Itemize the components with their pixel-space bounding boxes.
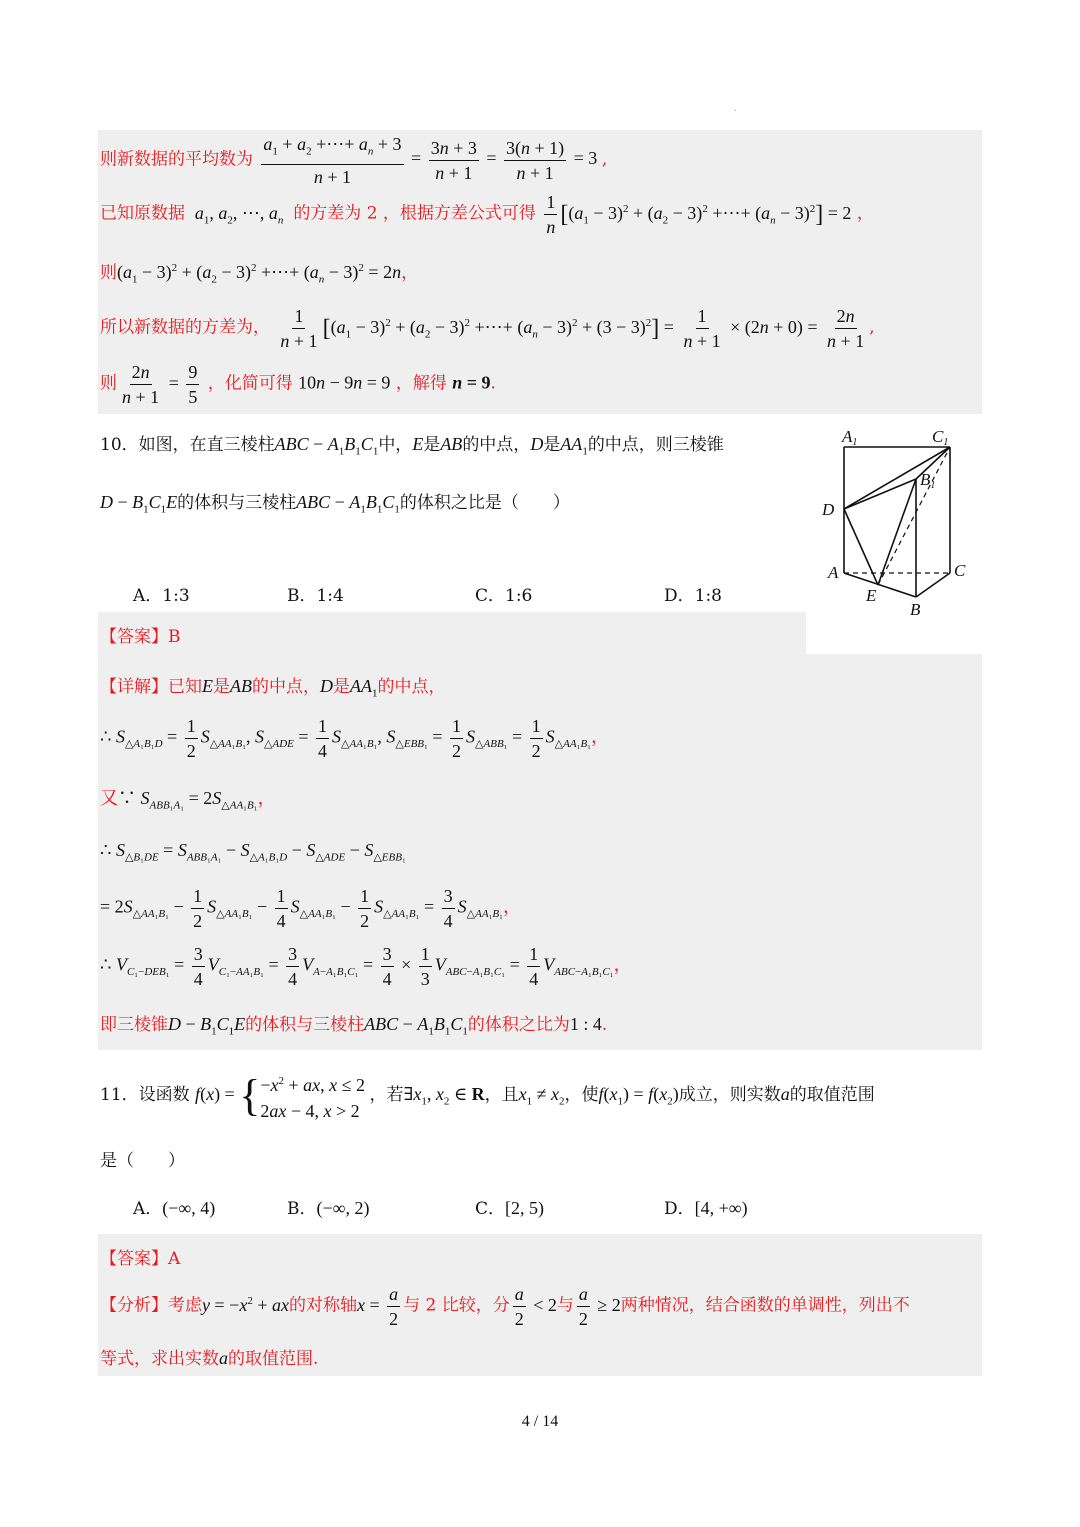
label-C1: C1	[932, 427, 949, 448]
q10-detail-line1: 【详解】已知E是AB的中点，D是$AA_1$的中点，	[100, 676, 446, 700]
label-B: B	[910, 600, 921, 619]
q11-option-a[interactable]: A．(−∞, 4)	[133, 1198, 216, 1219]
q11-option-d[interactable]: D．[4, +∞)	[664, 1198, 748, 1219]
label-A: A	[828, 563, 839, 582]
q11-analysis-line1: 【分析】考虑$y = -x^2$ + ax的对称轴x = $\frac{a}{2}$ 与 2 比较，分 $\frac{a}{2}$ < 2与 $\frac{a}{2}$ ≥ 2两种情况，结合函数的单调性，列出不	[100, 1284, 910, 1329]
solve-line: 则 $\frac{2n}{n + 1}$ = $\frac{9}{5}$ ，化简可得 10n − 9n = 9 ，解得 n = 9.	[100, 362, 496, 407]
q10-option-c[interactable]: C．1:6	[475, 586, 533, 606]
q10-option-a[interactable]: A．1:3	[133, 586, 190, 606]
q11-option-c[interactable]: C．[2, 5)	[475, 1198, 545, 1219]
q11-analysis-line2: 等式，求出实数a的取值范围.	[100, 1348, 319, 1369]
newvar-prefix: 所以新数据的方差为，	[100, 317, 270, 338]
q10-detail-eq3: ∴ $S_{\triangle B_1DE} = S_{ABB_1A_1} - S_{\triangle A_1B_1D} - S_{\triangle ADE} - S_{\triangle EBB_1}$	[100, 840, 406, 864]
var-mid: 的方差为 2 ，根据方差公式可得	[293, 203, 536, 224]
page-number: 4 / 14	[521, 1413, 559, 1430]
q10-detail-eq5: ∴ $V_{C_1-DEB_1}$ = $\frac{3}{4}$ $V_{C_1-AA_1B_1}$ = $\frac{3}{4}$ $V_{A-A_1B_1C_1}$ = $\frac{3}{4}$ × $\frac{1}{3}$ $V_{ABC-A_1B_1C_1}$ = $\frac{1}{4}$ $V_{ABC-A_1B_1C_1}$，	[100, 944, 632, 989]
q11-answer: 【答案】A	[100, 1249, 181, 1269]
q10-detail-eq4: = $2S_{\triangle AA_1B_1}$ − $\frac{1}{2}$ $S_{\triangle AA_1B_1}$ − $\frac{1}{4}$ $S_{\triangle AA_1B_1}$ − $\frac{1}{2}$ $S_{\triangle AA_1B_1}$ = $\frac{3}{4}$ $S_{\triangle AA_1B_1}$，	[100, 886, 521, 931]
label-B1: B1	[920, 470, 936, 491]
q11-option-b[interactable]: B．(−∞, 2)	[287, 1198, 370, 1219]
newvar-line: 所以新数据的方差为， $\frac{1}{n + 1}$ [$(a_1 - 3)^2 + (a_2 - 3)^2$ +⋯+ $(a_n - 3)^2 + (3 - 3)^2$] = $\frac{1}{n + 1}$ × (2n + 0) = $\frac{2n}{n + 1}$ ,	[100, 306, 875, 351]
q10-option-d[interactable]: D．1:8	[664, 586, 722, 606]
q10-option-b[interactable]: B．1:4	[287, 586, 344, 606]
q10-stem-line2: $D - B_1C_1E$的体积与三棱柱ABC − $A_1B_1C_1$的体积之比是（ ）	[100, 492, 570, 516]
q11-stem-line1: 11．设函数 f(x) = { $-x^2$ + ax, x ≤ 2 2ax − 4, x > 2 ，若$\exists x_1$, $x_2$ ∈ R，且$x_1 \ne x_2$，使$f(x_1) = f(x_2)$成立，则实数a的取值范围	[100, 1071, 875, 1121]
q10-answer-band	[98, 612, 806, 654]
q10-number: 10．	[100, 435, 139, 455]
label-E: E	[866, 586, 877, 605]
then2-label: 则	[100, 373, 117, 394]
q11-stem-line2: 是（ ）	[100, 1151, 185, 1171]
avg-line: 则新数据的平均数为 $\frac{a_1 + a_2 +\cdots+ a_n + 3}{n + 1}$ = $\frac{3n + 3}{n + 1}$ = $\frac{3(n + 1)}{n + 1}$ = 3 ,	[100, 134, 608, 187]
label-D: D	[822, 500, 835, 519]
then-line: 则$(a_1 - 3)^2 + (a_2 - 3)^2$ +⋯+ $(a_n - 3)^2 = 2n$，	[100, 262, 419, 286]
var-line: 已知原数据 $a_1$, $a_2$, ⋯, $a_n$ 的方差为 2 ，根据方差公式可得 $\frac{1}{n}$ [$(a_1 - 3)^2 + (a_2 - 3)^2$ +⋯+ $(a_n - 3)^2] = 2$ ，	[100, 192, 874, 237]
label-A1: A1	[842, 427, 858, 448]
q10-detail-eq1: ∴ $S_{\triangle A_1B_1D}$ = $\frac{1}{2}$ $S_{\triangle AA_1B_1}$, $S_{\triangle ADE}$ = $\frac{1}{4}$ $S_{\triangle AA_1B_1}$, $S_{\triangle EBB_1}$ = $\frac{1}{2}$ $S_{\triangle ABB_1}$ = $\frac{1}{2}$ $S_{\triangle AA_1B_1}$，	[100, 716, 610, 761]
header-dot: .	[734, 103, 738, 114]
simplify-text: ，化简可得	[207, 373, 293, 394]
label-C: C	[954, 561, 966, 580]
q10-stem-line1: 10．如图，在直三棱柱ABC − $A_1B_1C_1$中，E是AB的中点，D是$AA_1$的中点，则三棱锥	[100, 434, 724, 458]
solve-text: ，解得	[395, 373, 447, 394]
q10-conclusion: 即三棱锥$D - B_1C_1E$的体积与三棱柱ABC − $A_1B_1C_1$的体积之比为1 : 4.	[100, 1014, 608, 1038]
then-label: 则	[100, 263, 117, 283]
avg-prefix: 则新数据的平均数为	[100, 149, 253, 170]
q10-detail-eq2: 又∵ $S_{ABB_1A_1} = 2S_{\triangle AA_1B_1}$，	[100, 788, 276, 812]
prism-figure	[818, 425, 978, 625]
q10-answer: 【答案】B	[100, 627, 181, 647]
var-prefix: 已知原数据	[100, 203, 185, 224]
